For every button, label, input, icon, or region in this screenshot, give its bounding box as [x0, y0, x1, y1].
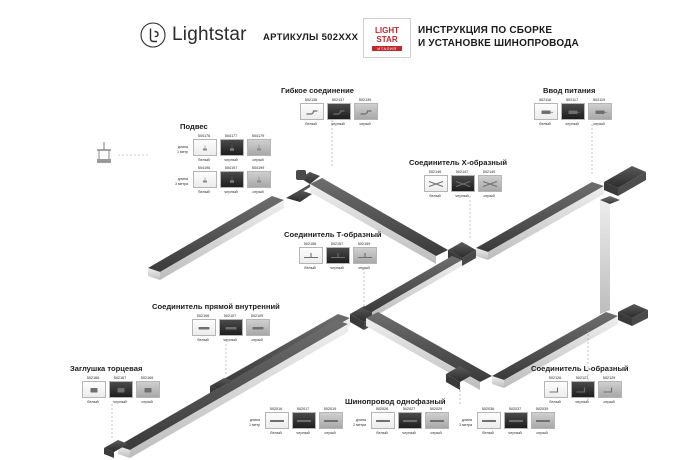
- part-swatch[interactable]: [319, 406, 341, 436]
- part-color-name: белый: [270, 430, 282, 435]
- part-color-name: серый: [593, 121, 605, 126]
- part-color-name: серый: [603, 399, 615, 404]
- power-feed-icon: [538, 108, 555, 116]
- part-color-name: серый: [430, 430, 442, 435]
- part-swatch[interactable]: [136, 375, 158, 405]
- x-connector-icon: [428, 180, 445, 188]
- part-color-name: белый: [87, 399, 99, 404]
- row-length-label: длина 1 метр: [249, 418, 260, 427]
- l-connector-icon: [575, 386, 592, 394]
- part-image: [398, 412, 422, 429]
- straight-connector-icon: [250, 324, 267, 332]
- t-connector-icon: [303, 252, 320, 260]
- part-code: 502126: [548, 375, 562, 380]
- part-image: [109, 381, 133, 398]
- part-row: [240, 406, 553, 436]
- flexible-connector-icon: [331, 108, 348, 116]
- part-image: [371, 412, 395, 429]
- part-image: [353, 247, 377, 264]
- part-row: [299, 241, 375, 271]
- part-image: [451, 175, 475, 192]
- part-image: [247, 139, 271, 156]
- part-swatch[interactable]: [247, 165, 269, 195]
- part-swatch[interactable]: [247, 133, 269, 163]
- track-rail-icon: [429, 417, 446, 425]
- part-color-name: черный: [224, 189, 238, 194]
- end-cap-icon: [140, 386, 157, 394]
- part-color-name: серый: [536, 430, 548, 435]
- suspension-bracket: [97, 142, 111, 163]
- part-code: 502159: [357, 241, 371, 246]
- part-code: 504196: [197, 165, 211, 170]
- part-swatch[interactable]: [478, 169, 500, 199]
- part-swatch[interactable]: [451, 169, 473, 199]
- part-group-power-feed: [534, 95, 610, 127]
- part-code: 502026: [375, 406, 389, 411]
- part-color-name: белый: [482, 430, 494, 435]
- part-image: [299, 247, 323, 264]
- page-title-line1: ИНСТРУКЦИЯ ПО СБОРКЕ: [418, 25, 553, 36]
- part-code: 502157: [330, 241, 344, 246]
- part-swatch[interactable]: [219, 313, 241, 343]
- part-swatch[interactable]: [534, 97, 556, 127]
- part-code: 502039: [535, 406, 549, 411]
- l-connector-icon: [548, 386, 565, 394]
- part-swatch[interactable]: [109, 375, 131, 405]
- part-swatch[interactable]: [598, 375, 620, 405]
- part-color-name: серый: [141, 399, 153, 404]
- part-color-name: белый: [197, 337, 209, 342]
- part-swatch[interactable]: [327, 97, 349, 127]
- part-color-name: белый: [549, 399, 561, 404]
- part-row: [168, 165, 269, 195]
- part-code: 502127: [575, 375, 589, 380]
- part-image: [82, 381, 106, 398]
- part-image: [247, 171, 271, 188]
- part-color-name: белый: [198, 189, 210, 194]
- part-color-name: черный: [331, 121, 345, 126]
- part-swatch[interactable]: [398, 406, 420, 436]
- part-code: 504197: [224, 165, 238, 170]
- part-code: 502146: [428, 169, 442, 174]
- suspension-icon: [224, 176, 241, 184]
- part-image: [327, 103, 351, 120]
- part-color-name: черный: [575, 399, 589, 404]
- track-rail-diagonal-center: [362, 256, 462, 318]
- suspension-icon: [197, 176, 214, 184]
- part-image: [319, 412, 343, 429]
- part-image: [220, 171, 244, 188]
- part-image: [292, 412, 316, 429]
- part-swatch[interactable]: [246, 313, 268, 343]
- part-code: 502169: [140, 375, 154, 380]
- part-code: 502017: [296, 406, 310, 411]
- row-length-label: длина 3 метра: [175, 177, 188, 186]
- part-row: [168, 133, 269, 163]
- suspension-icon: [251, 144, 268, 152]
- part-image: [544, 381, 568, 398]
- part-code: 502167: [113, 375, 127, 380]
- part-swatch[interactable]: [477, 406, 499, 436]
- part-image: [300, 103, 324, 120]
- part-image: [354, 103, 378, 120]
- part-color-name: черный: [223, 337, 237, 342]
- part-label-straight-inner: Соединитель прямой внутренний: [152, 302, 280, 311]
- part-image: [598, 381, 622, 398]
- part-swatch[interactable]: [292, 406, 314, 436]
- x-connector-icon: [455, 180, 472, 188]
- row-length-label: длина 2 метра: [353, 418, 366, 427]
- part-swatch[interactable]: [531, 406, 553, 436]
- part-swatch[interactable]: [220, 133, 242, 163]
- part-color-name: серый: [252, 157, 264, 162]
- part-color-name: серый: [251, 337, 263, 342]
- part-label-podves: Подвес: [180, 122, 208, 131]
- part-color-name: белый: [304, 265, 316, 270]
- part-image: [571, 381, 595, 398]
- part-row: [544, 375, 620, 405]
- part-color-name: серый: [324, 430, 336, 435]
- part-image: [588, 103, 612, 120]
- row-length-label: длина 3 метра: [459, 418, 472, 427]
- part-color-name: черный: [296, 430, 310, 435]
- part-image: [219, 319, 243, 336]
- part-code: 502139: [358, 97, 372, 102]
- straight-connector-icon: [196, 324, 213, 332]
- part-color-name: серый: [359, 121, 371, 126]
- part-code: 504199: [251, 165, 265, 170]
- part-group-end-cap: [82, 373, 158, 405]
- part-code: 502137: [331, 97, 345, 102]
- track-rail-mid-right: [366, 312, 492, 390]
- part-swatch[interactable]: [265, 406, 287, 436]
- part-group-straight-inner: [192, 311, 268, 343]
- part-label-flexible: Гибкое соединение: [281, 86, 355, 95]
- badge-bar-text: ИТАЛИЯ: [377, 45, 397, 51]
- part-code: 502107: [223, 313, 237, 318]
- part-group-l-connector: [544, 373, 620, 405]
- part-group-track: [240, 406, 553, 436]
- part-swatch[interactable]: [571, 375, 593, 405]
- track-rail-upper-left: [148, 196, 284, 280]
- part-image: [534, 103, 558, 120]
- part-swatch[interactable]: [544, 375, 566, 405]
- part-color-name: серый: [358, 265, 370, 270]
- track-rail-icon: [508, 417, 525, 425]
- part-image: [424, 175, 448, 192]
- part-swatch[interactable]: [193, 165, 215, 195]
- part-code: 502027: [402, 406, 416, 411]
- power-feed-icon: [592, 108, 609, 116]
- part-row: [300, 97, 376, 127]
- part-group-x-connector: [424, 167, 500, 199]
- part-code: 502117: [565, 97, 579, 102]
- part-color-name: белый: [305, 121, 317, 126]
- x-connector-icon: [482, 180, 499, 188]
- part-swatch[interactable]: [299, 241, 321, 271]
- power-feed-part: [604, 166, 646, 196]
- part-swatch[interactable]: [326, 241, 348, 271]
- power-feed-icon: [565, 108, 582, 116]
- part-code: 502119: [592, 97, 606, 102]
- end-cap-icon: [113, 386, 130, 394]
- part-color-name: черный: [330, 265, 344, 270]
- part-image: [192, 319, 216, 336]
- part-label-t-connector: Соединитель Т-образный: [284, 230, 382, 239]
- part-swatch[interactable]: [193, 133, 215, 163]
- part-swatch[interactable]: [300, 97, 322, 127]
- straight-connector-icon: [223, 324, 240, 332]
- part-code: 502029: [429, 406, 443, 411]
- t-connector-icon: [330, 252, 347, 260]
- part-swatch[interactable]: [353, 241, 375, 271]
- part-image: [504, 412, 528, 429]
- part-image: [193, 171, 217, 188]
- part-image: [265, 412, 289, 429]
- page-title-line2: И УСТАНОВКЕ ШИНОПРОВОДА: [418, 38, 579, 49]
- part-color-name: черный: [455, 193, 469, 198]
- part-image: [246, 319, 270, 336]
- part-swatch[interactable]: [354, 97, 376, 127]
- part-code: 502166: [86, 375, 100, 380]
- part-color-name: белый: [198, 157, 210, 162]
- part-color-name: черный: [113, 399, 127, 404]
- part-color-name: черный: [402, 430, 416, 435]
- track-rail-icon: [402, 417, 419, 425]
- part-code: 502109: [250, 313, 264, 318]
- part-image: [561, 103, 585, 120]
- part-label-power-feed: Ввод питания: [543, 86, 596, 95]
- part-group-t-connector: [299, 239, 375, 271]
- part-code: 504176: [197, 133, 211, 138]
- part-group-flexible: [300, 95, 376, 127]
- part-color-name: серый: [483, 193, 495, 198]
- part-image: [136, 381, 160, 398]
- flexible-connector-icon: [304, 108, 321, 116]
- part-swatch[interactable]: [220, 165, 242, 195]
- part-row: [424, 169, 500, 199]
- part-code: 502019: [323, 406, 337, 411]
- part-code: 502036: [481, 406, 495, 411]
- part-label-x-connector: Соединитель X-образный: [409, 158, 508, 167]
- suspension-icon: [224, 144, 241, 152]
- part-image: [326, 247, 350, 264]
- track-rail-icon: [481, 417, 498, 425]
- part-code: 502129: [602, 375, 616, 380]
- part-code: 502149: [482, 169, 496, 174]
- part-color-name: белый: [539, 121, 551, 126]
- flexible-connector-icon: [358, 108, 375, 116]
- article-code: АРТИКУЛЫ 502XXX: [263, 32, 359, 43]
- part-image: [193, 139, 217, 156]
- track-rail-icon: [296, 417, 313, 425]
- suspension-icon: [251, 176, 268, 184]
- part-row: [192, 313, 268, 343]
- l-connector-icon: [602, 386, 619, 394]
- part-color-name: черный: [224, 157, 238, 162]
- part-image: [425, 412, 449, 429]
- part-swatch[interactable]: [192, 313, 214, 343]
- end-cap-icon: [86, 386, 103, 394]
- part-code: 502156: [303, 241, 317, 246]
- part-color-name: черный: [508, 430, 522, 435]
- part-image: [478, 175, 502, 192]
- l-connector-part: [618, 304, 648, 326]
- part-code: 504177: [224, 133, 238, 138]
- part-row: [82, 375, 158, 405]
- part-color-name: белый: [376, 430, 388, 435]
- part-label-l-connector: Соединитель L-образный: [531, 364, 629, 373]
- part-swatch[interactable]: [425, 406, 447, 436]
- part-code: 502136: [304, 97, 318, 102]
- track-rail-icon: [375, 417, 392, 425]
- badge-line2: STAR: [376, 34, 398, 44]
- part-swatch[interactable]: [504, 406, 526, 436]
- brand-name: Lightstar: [172, 24, 247, 45]
- t-connector-icon: [357, 252, 374, 260]
- part-image: [220, 139, 244, 156]
- part-code: 502037: [508, 406, 522, 411]
- badge-line1: LIGHT: [375, 25, 399, 35]
- part-row: [534, 97, 610, 127]
- part-label-end-cap: Заглушка торцевая: [70, 364, 143, 373]
- part-swatch[interactable]: [424, 169, 446, 199]
- track-rail-icon: [535, 417, 552, 425]
- track-rail-icon: [323, 417, 340, 425]
- suspension-icon: [197, 144, 214, 152]
- track-rail-right-vertical: [600, 196, 620, 314]
- part-code: 502147: [455, 169, 469, 174]
- part-swatch[interactable]: [561, 97, 583, 127]
- part-swatch[interactable]: [371, 406, 393, 436]
- part-image: [477, 412, 501, 429]
- part-code: 502116: [538, 97, 552, 102]
- row-length-label: длина 1 метр: [177, 145, 188, 154]
- track-rail-icon: [269, 417, 286, 425]
- part-image: [531, 412, 555, 429]
- part-swatch[interactable]: [82, 375, 104, 405]
- part-color-name: белый: [429, 193, 441, 198]
- part-code: 502016: [269, 406, 283, 411]
- part-label-track: Шинопровод однофазный: [345, 397, 446, 406]
- part-code: 502106: [196, 313, 210, 318]
- part-swatch[interactable]: [588, 97, 610, 127]
- part-color-name: серый: [252, 189, 264, 194]
- part-code: 504179: [251, 133, 265, 138]
- part-color-name: черный: [565, 121, 579, 126]
- part-group-podves: [168, 131, 269, 195]
